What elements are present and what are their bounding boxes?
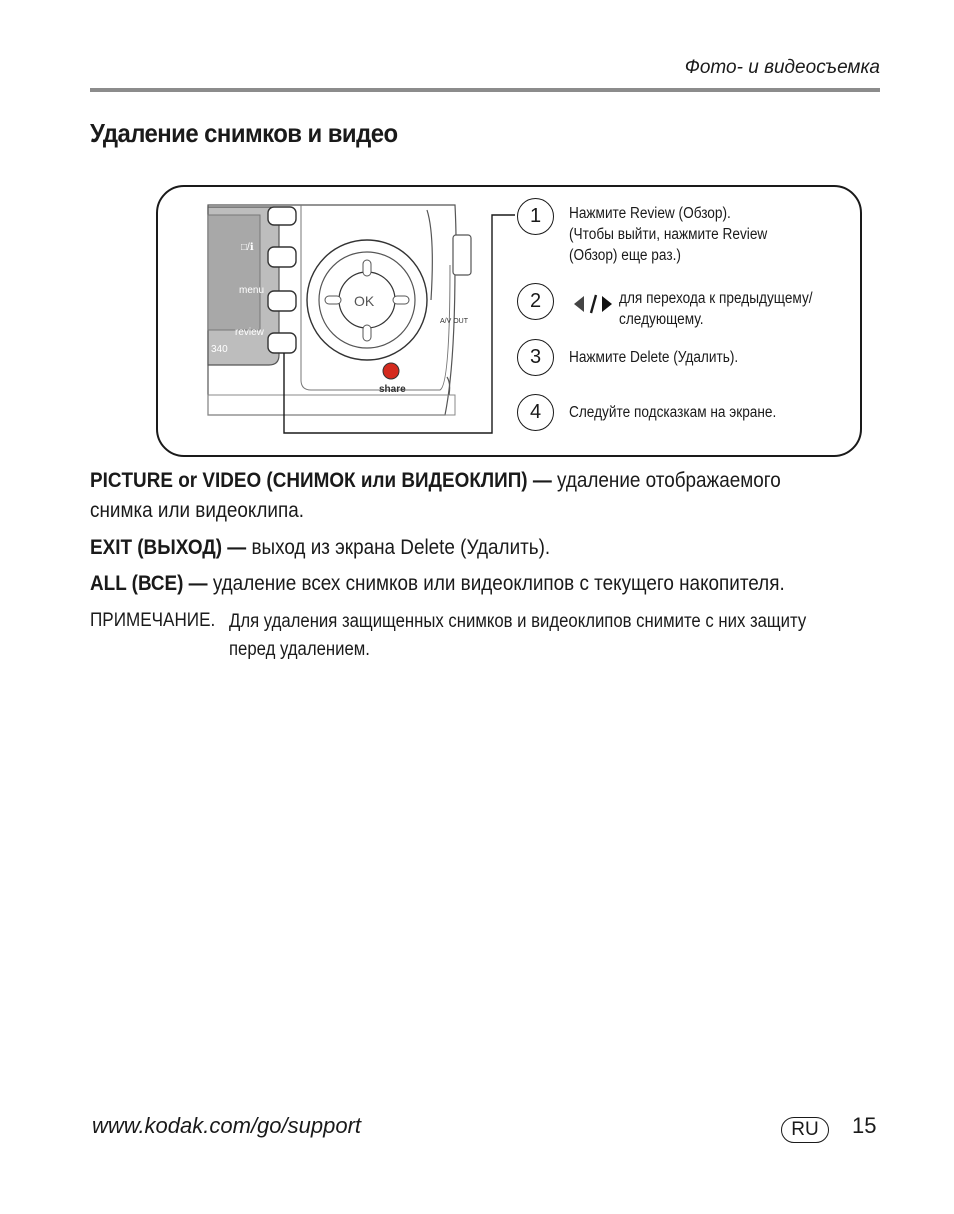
nav-left-arrow[interactable] [325,296,341,304]
footer-url[interactable]: www.kodak.com/go/support [92,1113,362,1138]
step-3-line: Нажмите Delete (Удалить). [569,349,739,366]
step-2-number: 2 [517,283,554,320]
section-header: Фото- и видеосъемка [684,57,880,78]
review-label: review [235,327,264,338]
nav-right-arrow[interactable] [393,296,409,304]
camera-illustration [205,205,490,435]
share-label: share [379,384,406,395]
step-3-number: 3 [517,339,554,376]
step-2-line: следующему. [619,311,704,328]
nav-down-arrow[interactable] [363,325,371,341]
option-all [90,569,785,599]
menu-label: menu [239,285,265,296]
language-badge: RU [781,1117,829,1143]
top-button[interactable] [268,207,296,225]
step-4-text [569,402,776,423]
step-1-line: Нажмите Review (Обзор). [569,205,731,222]
step-1-line: (Чтобы выйти, нажмите Review [569,226,768,243]
option-desc: снимка или видеоклипа. [90,499,305,522]
option-exit [90,533,550,563]
step-3-text [569,347,738,368]
review-button[interactable] [268,333,296,353]
share-button[interactable] [383,363,399,379]
step-4-number: 4 [517,394,554,431]
option-term: ALL (ВСЕ) — [90,572,208,595]
option-desc: выход из экрана Delete (Удалить). [251,536,551,559]
page-title: Удаление снимков и видео [90,118,398,148]
option-term: EXIT (ВЫХОД) — [90,536,247,559]
note-line: перед удалением. [229,639,370,660]
model-label: 340 [211,344,228,355]
step-2-line: для перехода к предыдущему/ [619,290,813,307]
option-desc: удаление отображаемого [557,469,781,492]
step-2-text [619,288,813,330]
av-out-label: A/V OUT [440,318,469,325]
note-text [229,608,806,664]
step-4-line: Следуйте подсказкам на экране. [569,404,777,421]
note-line: Для удаления защищенных снимков и видеоклипов снимите с них защиту [229,611,807,632]
step-1-line: (Обзор) еще раз.) [569,247,681,264]
option-picture-video [90,466,781,526]
note-label: ПРИМЕЧАНИЕ. [90,610,216,631]
page-number: 15 [852,1113,877,1138]
header-rule [90,88,880,92]
nav-up-arrow[interactable] [363,260,371,276]
option-desc: удаление всех снимков или видеоклипов с текущего накопителя. [212,572,785,595]
step-1-number: 1 [517,198,554,235]
display-info-label: □/ℹ [241,242,254,253]
ok-label: OK [354,293,375,309]
menu-button[interactable] [268,291,296,311]
display-info-button[interactable] [268,247,296,267]
left-right-arrows-icon [574,293,614,315]
step-1-text [569,203,767,266]
option-term: PICTURE or VIDEO (СНИМОК или ВИДЕОКЛИП) — [90,469,552,492]
